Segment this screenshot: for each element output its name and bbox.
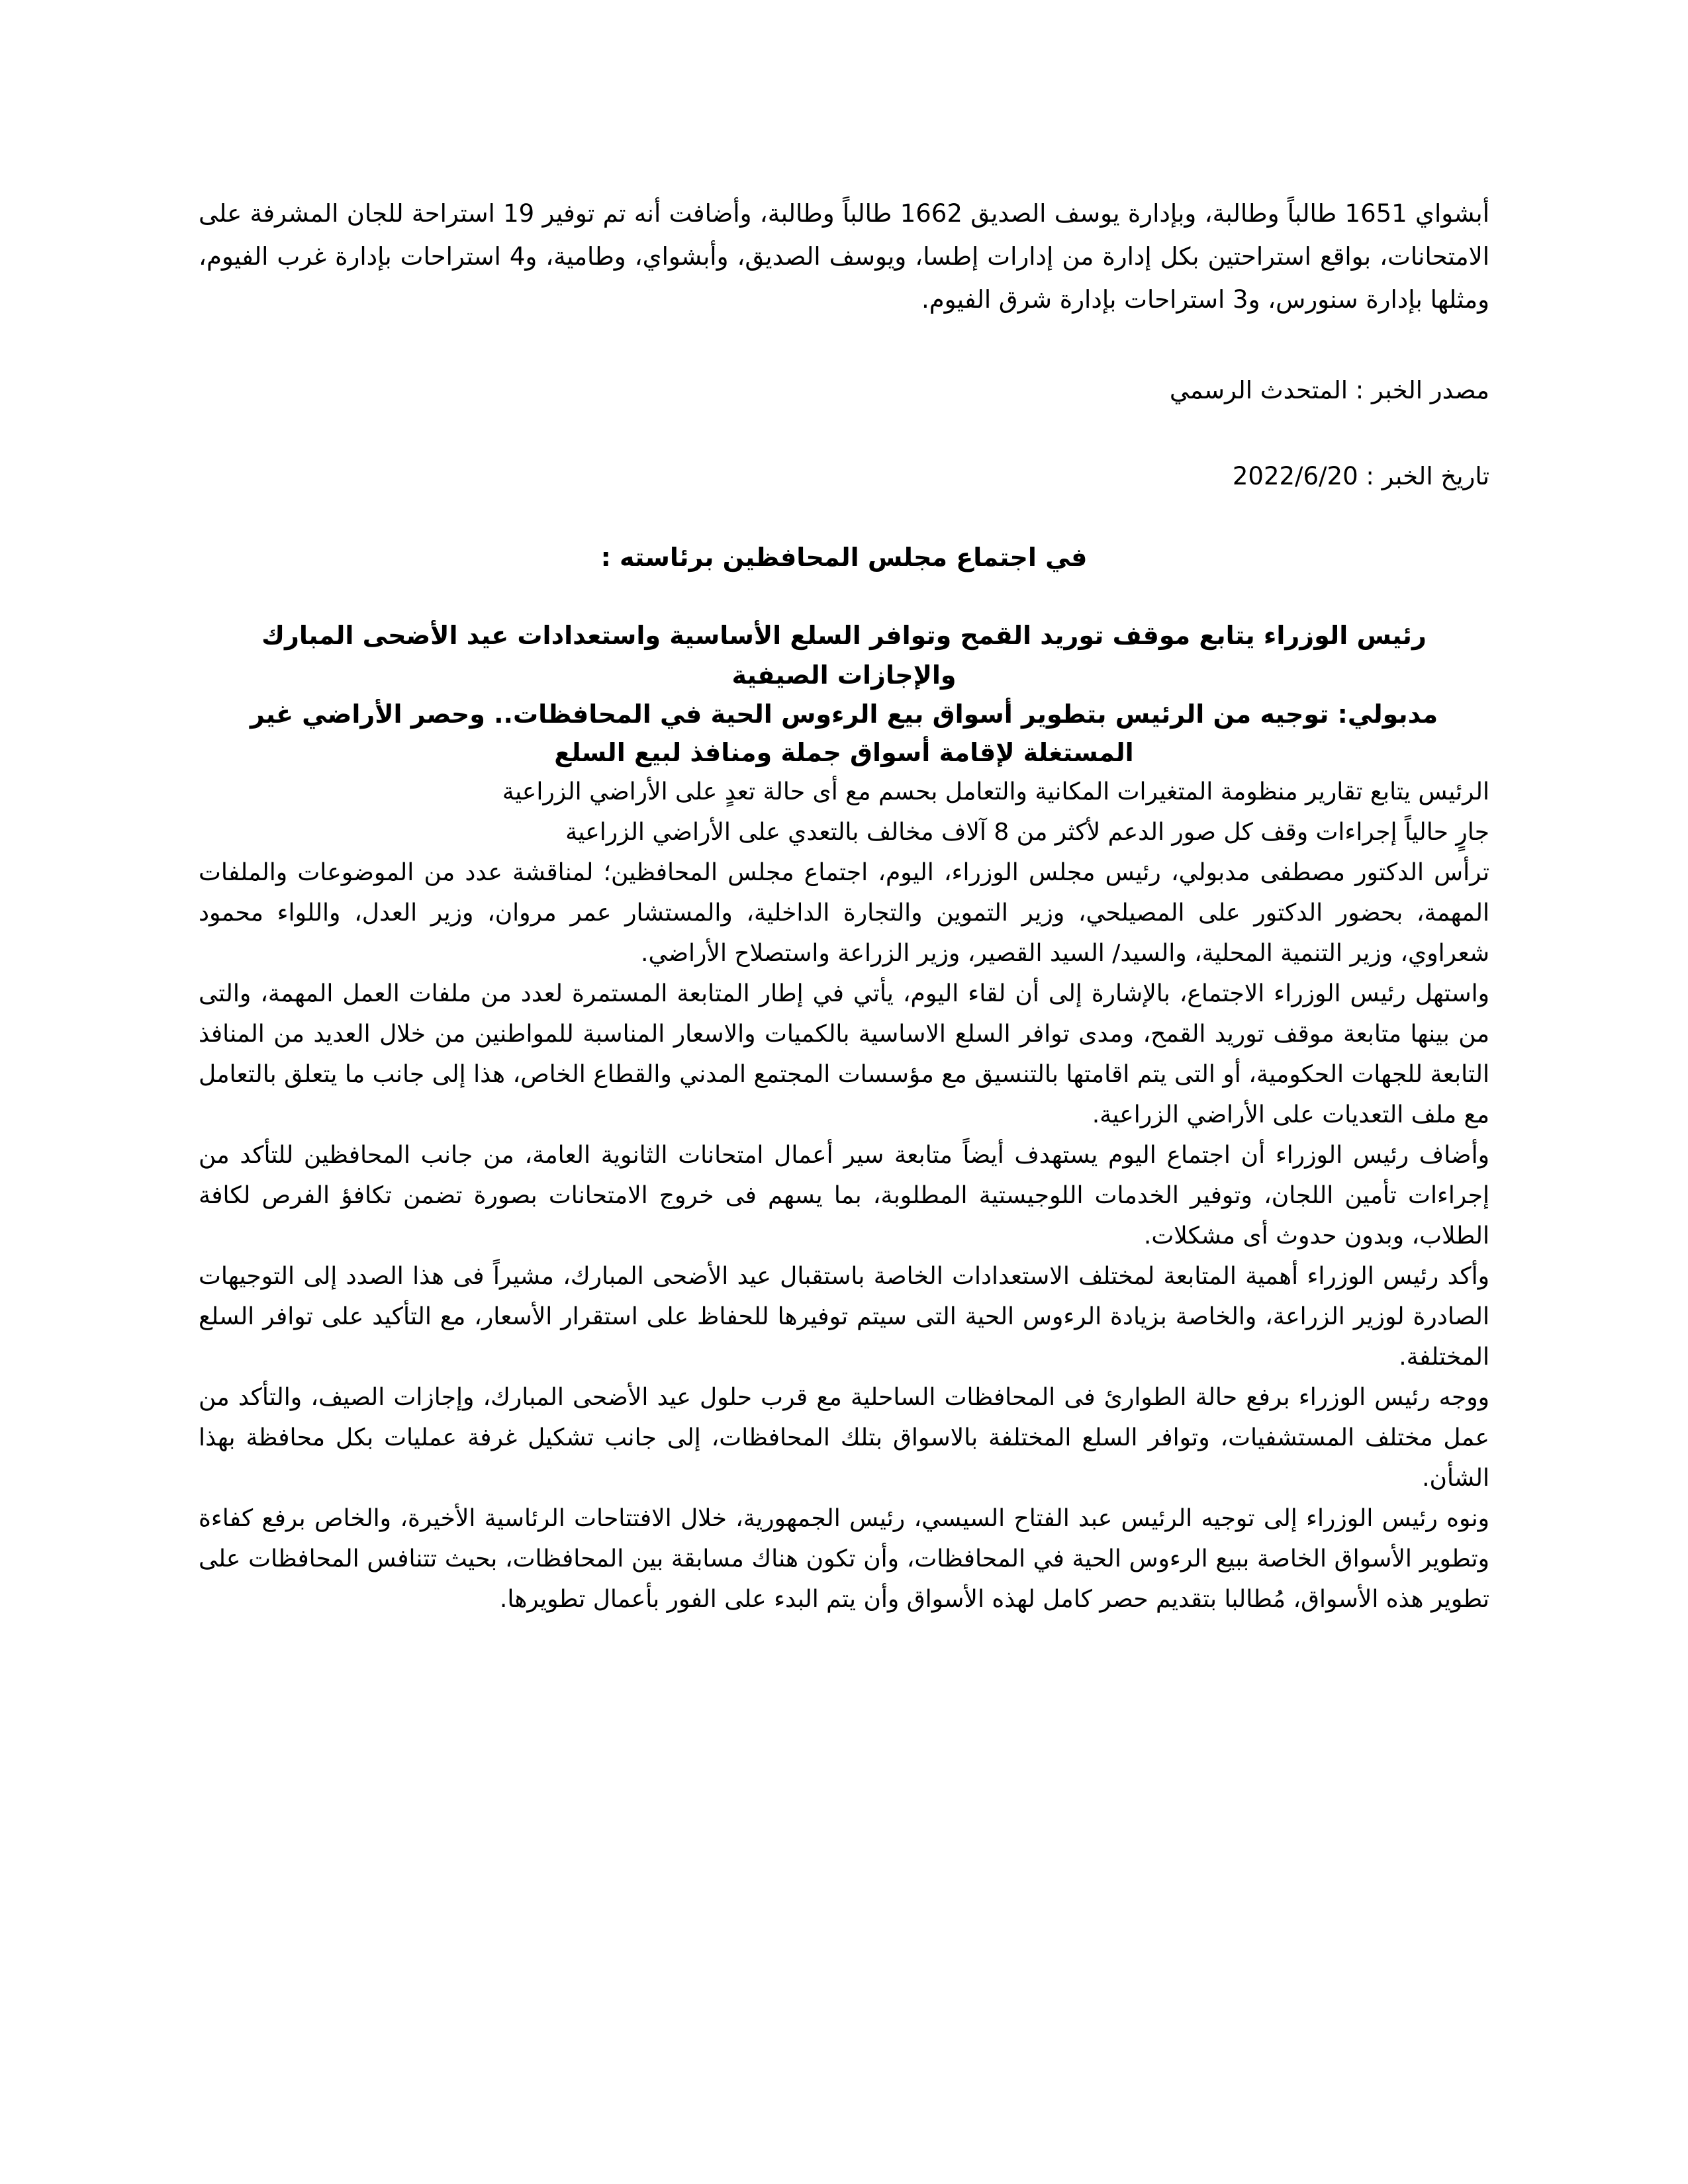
body-paragraph: الرئيس يتابع تقارير منظومة المتغيرات المكانية والتعامل بحسم مع أى حالة تعدٍ على الأراضي الزراعية [502,778,1489,805]
body-paragraph: وأكد رئيس الوزراء أهمية المتابعة لمختلف الاستعدادات الخاصة باستقبال عيد الأضحى المبارك، مشيراً فى هذا الصدد إلى التوجيهات الصادرة لوزير الزراعة، والخاصة بزيادة الرءوس الحية التى سيتم توفيرها للحفاظ على استقرار الأسعار، مع التأكيد على توافر السلع المختلفة. [199,1263,1489,1371]
article-body [199,772,1489,1619]
body-paragraph: ووجه رئيس الوزراء برفع حالة الطوارئ فى المحافظات الساحلية مع قرب حلول عيد الأضحى المبارك، وإجازات الصيف، والتأكد من عمل مختلف المستشفيات، وتوافر السلع المختلفة بالاسواق بتلك المحافظات، إلى جانب تشكيل غرفة عمليات بكل محافظة بهذا الشأن. [199,1384,1489,1492]
news-source-value: المتحدث الرسمي [1169,376,1348,404]
body-paragraph: جارٍ حالياً إجراءات وقف كل صور الدعم لأكثر من 8 آلاف مخالف بالتعدي على الأراضي الزراعية [565,819,1489,846]
news-date-value: 2022/6/20 [1232,462,1358,490]
body-paragraph: ونوه رئيس الوزراء إلى توجيه الرئيس عبد الفتاح السيسي، رئيس الجمهورية، خلال الافتتاحات الرئاسية الأخيرة، والخاص برفع كفاءة وتطوير الأسواق الخاصة ببيع الرءوس الحية في المحافظات، وأن تكون هناك مسابقة بين المحافظات، بحيث تتنافس المحافظات على تطوير هذه الأسواق، مُطالبا بتقديم حصر كامل لهذه الأسواق وأن يتم البدء على الفور بأعمال تطويرها. [199,1505,1489,1613]
news-source-line [199,371,1489,410]
news-date-line [199,457,1489,496]
body-paragraph: وأضاف رئيس الوزراء أن اجتماع اليوم يستهدف أيضاً متابعة سير أعمال امتحانات الثانوية العامة، من جانب المحافظين للتأكد من إجراءات تأمين اللجان، وتوفير الخدمات اللوجيستية المطلوبة، بما يسهم فى خروج الامتحانات بصورة تضمن تكافؤ الفرص لكافة الطلاب، وبدون حدوث أى مشكلات. [199,1142,1489,1250]
article-subheadline: مدبولي: توجيه من الرئيس بتطوير أسواق بيع الرءوس الحية في المحافظات.. وحصر الأراضي غير المستغلة لإقامة أسواق جملة ومنافذ لبيع السلع [250,700,1438,767]
document-page [199,192,1489,2111]
article-headline: رئيس الوزراء يتابع موقف توريد القمح وتوافر السلع الأساسية واستعدادات عيد الأضحى المبارك والإجازات الصيفية [261,621,1427,690]
article-kicker: في اجتماع مجلس المحافظين برئاسته : [600,543,1088,572]
news-date-label: تاريخ الخبر : [1358,462,1489,490]
news-source-label: مصدر الخبر : [1348,376,1489,404]
intro-paragraph: أبشواي 1651 طالباً وطالبة، وبإدارة يوسف الصديق 1662 طالباً وطالبة، وأضافت أنه تم توفير 19 استراحة للجان المشرفة على الامتحانات، بواقع استراحتين بكل إدارة من إدارات إطسا، ويوسف الصديق، وأبشواي، وطامية، و4 استراحات بإدارة غرب الفيوم، ومثلها بإدارة سنورس، و3 استراحات بإدارة شرق الفيوم. [199,199,1489,314]
body-paragraph: واستهل رئيس الوزراء الاجتماع، بالإشارة إلى أن لقاء اليوم، يأتي في إطار المتابعة المستمرة لعدد من ملفات العمل المهمة، والتى من بينها متابعة موقف توريد القمح، ومدى توافر السلع الاساسية بالكميات والاسعار المناسبة للمواطنين من خلال العديد من المنافذ التابعة للجهات الحكومية، أو التى يتم اقامتها بالتنسيق مع مؤسسات المجتمع المدني والقطاع الخاص، هذا إلى جانب ما يتعلق بالتعامل مع ملف التعديات على الأراضي الزراعية. [199,980,1489,1128]
body-paragraph: ترأس الدكتور مصطفى مدبولي، رئيس مجلس الوزراء، اليوم، اجتماع مجلس المحافظين؛ لمناقشة عدد من الموضوعات والملفات المهمة، بحضور الدكتور على المصيلحي، وزير التموين والتجارة الداخلية، والمستشار عمر مروان، وزير العدل، واللواء محمود شعراوي، وزير التنمية المحلية، والسيد/ السيد القصير، وزير الزراعة واستصلاح الأراضي. [199,859,1489,967]
